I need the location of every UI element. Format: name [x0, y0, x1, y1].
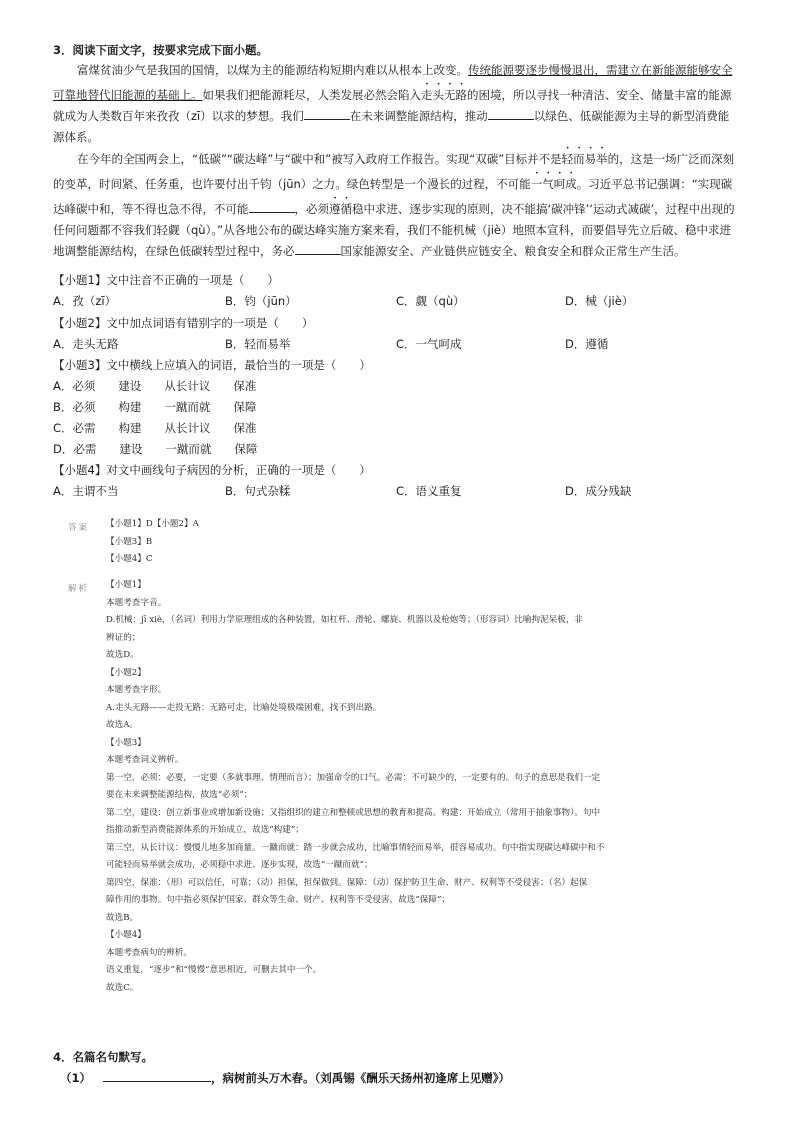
underlined-sentence: 传统能源要逐步慢慢退出，需建立在新能源能够安全可靠地替代旧能源的基础上。	[53, 63, 733, 102]
answer-line: 【小题4】C	[106, 554, 153, 564]
item-text: ，病树前头万木春。（刘禹锡《酬乐天扬州初逢席上见赠》）	[211, 1071, 511, 1085]
text-span: 以绿色、低碳能源为主导的新型消费能源体系。	[53, 109, 730, 144]
analysis-line: D.机械：jī xiè，（名词）利用力学原理组成的各种装置，如杠杆、滑轮、螺旋、机器以及枪炮等；（形容词）比喻拘泥呆板，非	[106, 615, 584, 625]
dotted-word-qingeryiju: 轻而易举	[561, 152, 608, 166]
analysis-line: 第四空，保准：（形）可以信任，可靠；（动）担保，担保做到。保障：（动）保护防卫生命、财产、权利等不受侵害；（名）起保	[106, 877, 588, 888]
option-d[interactable]: D．成分残缺	[565, 484, 632, 498]
dotted-word-zoutouwulu: 走头无路	[421, 88, 467, 102]
analysis-line: 故选A。	[106, 720, 138, 730]
subquestion-1-options	[53, 293, 739, 311]
analysis-block	[106, 577, 726, 997]
analysis-line: 要在未来调整能源结构，故选“必须”；	[106, 790, 253, 800]
analysis-line: 可能轻而易举就会成功，必须稳中求进、逐步实现，故选“一蹴而就”；	[106, 860, 373, 870]
dotted-word-zunxun: 遵循	[329, 202, 352, 216]
analysis-line: 辨证的；	[106, 632, 141, 643]
dictation-blank[interactable]	[103, 1069, 211, 1082]
analysis-line: 本题考查词义辨析。	[106, 755, 184, 765]
fill-blank-2[interactable]	[488, 107, 534, 120]
analysis-line: 本题考查病句的辨析。	[106, 947, 192, 958]
analysis-line: 【小题3】	[106, 737, 146, 748]
analysis-line: 语义重复，“逐步”和“慢慢”意思相近，可删去其中一个。	[106, 965, 322, 975]
analysis-line: 第二空，建设：创立新事业或增加新设施；又指组织的建立和整顿或思想的教育和提高。构建：开始成立（常用于抽象事物）。句中	[106, 807, 601, 818]
analysis-line: 【小题4】	[106, 930, 146, 940]
subquestion-1-stem: 【小题1】文中注音不正确的一项是（ ）	[53, 273, 279, 287]
option-a[interactable]: A．主谓不当	[53, 484, 119, 498]
question-4-item-1	[60, 1069, 510, 1086]
text-span: 的，这是一场广泛而深刻的变革，时间紧、任务重，也许要付出千钧（jūn）之力。绿色转型是一个漫长的过程，不可能	[53, 152, 735, 191]
option-a[interactable]: A．走头无路	[53, 337, 119, 351]
option-b[interactable]: B．句式杂糅	[225, 484, 291, 498]
analysis-line: 第三空，从长计议：慢慢儿地多加商量。一蹴而就：踏一步就会成功，比喻事情轻而易举，很容易成功。句中指实现碳达峰碳中和不	[106, 842, 605, 853]
question-3-title: 3．阅读下面文字，按要求完成下面小题。	[53, 43, 268, 57]
analysis-line: 障作用的事物。句中指必须保护国家、群众等生命、财产、权利等不受侵害，故选“保障”；	[106, 895, 450, 905]
answer-line: 【小题1】D【小题2】A	[106, 519, 199, 529]
subquestion-4-stem: 【小题4】对文中画线句子病因的分析，正确的一项是（ ）	[53, 463, 371, 477]
option-c[interactable]: C．一气呵成	[396, 337, 462, 351]
analysis-line: 本题考查字音。	[106, 597, 167, 608]
answer-block	[106, 516, 726, 569]
passage-paragraph-1	[53, 60, 739, 148]
analysis-label: 解析	[68, 584, 90, 594]
option-d[interactable]: D．遵循	[565, 337, 609, 351]
text-span: 稳中求进、逐步实现的原则，决不能搞‘碳冲锋’‘运动式减碳’，过程中出现的任何问题都不容我们轻觑（qù）。”从各地公布的碳达峰实施方案来看，我们不能机械（jiè）地照本宣科，而要倡导先立后破、稳中求进地调整能源结构，在绿色低碳转型过程中，务必	[53, 202, 735, 258]
subquestion-4-options	[53, 483, 739, 501]
option-c[interactable]: C．觑（qù）	[396, 294, 465, 308]
text-span: 在未来调整能源结构，推动	[349, 109, 488, 123]
option-b[interactable]: B．必须 构建 一蹴而就 保障	[53, 400, 257, 414]
option-d[interactable]: D．械（jiè）	[565, 294, 634, 308]
analysis-line: 【小题2】	[106, 667, 146, 678]
option-c[interactable]: C．语义重复	[396, 484, 462, 498]
analysis-line: 【小题1】	[106, 580, 146, 590]
text-span: 国家能源安全、产业链供应链安全、粮食安全和群众正常生产生活。	[340, 244, 686, 258]
analysis-line: 故选B。	[106, 912, 139, 923]
text-span: 富煤贫油少气是我国的国情，以煤为主的能源结构短期内难以从根本上改变。	[77, 63, 468, 77]
fill-blank-4[interactable]	[295, 242, 341, 255]
analysis-line: 指推动新型消费能源体系的开始成立，故选“构建”；	[106, 825, 304, 835]
text-span: 在今年的全国两会上，“低碳”“碳达峰”与“碳中和”被写入政府工作报告。实现“双碳”目标并不是	[77, 152, 562, 166]
dotted-word-yiqihecheng: 一气呵成	[530, 177, 577, 191]
text-span: 的困境，所以寻找一种清洁、安全、储量丰富的能源就成为人类数百年来孜孜（zī）以求的梦想。我们	[53, 88, 732, 123]
passage-paragraph-2	[53, 145, 739, 262]
answer-label: 答案	[68, 523, 90, 533]
analysis-line: A.走头无路——走投无路：无路可走，比喻处境极端困难，找不到出路。	[106, 702, 382, 713]
analysis-line: 本题考查字形。	[106, 685, 167, 695]
answer-line: 【小题3】B	[106, 536, 153, 547]
option-b[interactable]: B．钧（jūn）	[225, 294, 297, 308]
text-span: ，必须	[294, 202, 329, 216]
subquestion-2-stem: 【小题2】文中加点词语有错别字的一项是（ ）	[53, 316, 314, 330]
option-a[interactable]: A．孜（zī）	[53, 294, 117, 308]
subquestion-3-stem: 【小题3】文中横线上应填入的词语，最恰当的一项是（ ）	[53, 358, 371, 372]
subquestion-2-options	[53, 336, 739, 354]
analysis-line: 故选D。	[106, 650, 139, 660]
analysis-line: 故选C。	[106, 982, 139, 993]
option-c[interactable]: C．必需 构建 从长计议 保准	[53, 421, 257, 435]
option-b[interactable]: B．轻而易举	[225, 337, 291, 351]
item-number: （1）	[60, 1071, 92, 1085]
question-4-title: 4．名篇名句默写。	[53, 1050, 154, 1064]
fill-blank-3[interactable]	[249, 200, 295, 213]
text-span: 如果我们把能源耗尽，人类发展必然会陷入	[202, 88, 421, 102]
option-d[interactable]: D．必需 建设 一蹴而就 保障	[53, 442, 258, 456]
fill-blank-1[interactable]	[304, 107, 350, 120]
option-a[interactable]: A．必须 建设 从长计议 保准	[53, 379, 257, 393]
analysis-line: 第一空，必须：必要，一定要（多就事理、情理而言）；加强命令的口气。必需：不可缺少的，一定要有的。句子的意思是我们一定	[106, 772, 601, 783]
text-span: 。习近平总书记强调：“实现碳达峰碳中和，等不得也急不得，不可能	[53, 177, 733, 216]
